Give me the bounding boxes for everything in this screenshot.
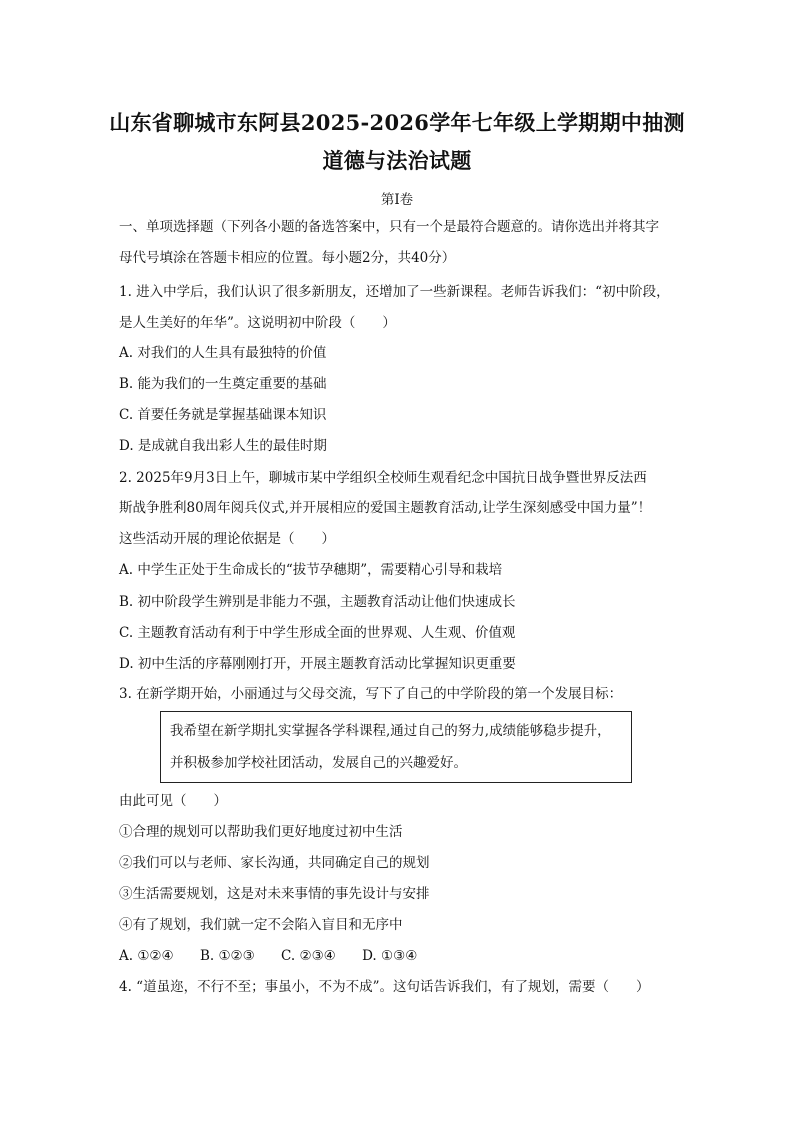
q2-option-c: C. 主题教育活动有利于中学生形成全面的世界观、人生观、价值观 [119,625,516,641]
section-mark: 第Ⅰ卷 [380,192,414,208]
q2-stem-line-2: 斯战争胜利80周年阅兵仪式,并开展相应的爱国主题教育活动,让学生深刻感受中国力量”！ [119,500,652,516]
q3-box-line-2: 并积极参加学校社团活动，发展自己的兴趣爱好。 [170,755,467,771]
q3-box-line-1: 我希望在新学期扎实掌握各学科课程,通过自己的努力,成绩能够稳步提升， [170,723,611,739]
q4-stem: 4. “道虽迩，不行不至；事虽小，不为不成”。这句话告诉我们，有了规划，需要（ ） [119,979,650,995]
q2-option-d: D. 初中生活的序幕刚刚打开，开展主题教育活动比掌握知识更重要 [119,656,516,672]
q2-option-a: A. 中学生正处于生命成长的“拔节孕穗期”，需要精心引导和栽培 [119,562,503,578]
q1-stem-line-2: 是人生美好的年华”。这说明初中阶段（ ） [119,315,396,331]
q3-choice-c: C. ②③④ [281,948,336,964]
q1-stem-line-1: 1. 进入中学后，我们认识了很多新朋友，还增加了一些新课程。老师告诉我们：“初中阶段， [119,284,670,300]
q3-statement-1: ①合理的规划可以帮助我们更好地度过初中生活 [119,824,403,840]
q2-stem-line-3: 这些活动开展的理论依据是（ ） [119,531,335,547]
q1-option-c: C. 首要任务就是掌握基础课本知识 [119,407,327,423]
q1-option-a: A. 对我们的人生具有最独特的价值 [119,345,327,361]
q2-option-b: B. 初中阶段学生辨别是非能力不强，主题教育活动让他们快速成长 [119,594,516,610]
q3-choice-b: B. ①②③ [199,948,255,964]
q1-option-b: B. 能为我们的一生奠定重要的基础 [119,376,327,392]
q1-option-d: D. 是成就自我出彩人生的最佳时期 [119,438,327,454]
instructions-line-2: 母代号填涂在答题卡相应的位置。每小题2分，共40分） [119,250,456,266]
q3-statement-4: ④有了规划，我们就一定不会陷入盲目和无序中 [119,917,403,933]
q3-choice-a: A. ①②④ [119,948,174,964]
q3-choice-d: D. ①③④ [362,948,418,964]
q3-statement-2: ②我们可以与老师、家长沟通，共同确定自己的规划 [119,855,430,871]
exam-title-line1: 山东省聊城市东阿县2025-2026学年七年级上学期期中抽测 [109,110,685,135]
q2-stem-line-1: 2. 2025年9月3日上午，聊城市某中学组织全校师生观看纪念中国抗日战争暨世界反法西 [119,470,647,486]
q3-statement-3: ③生活需要规划，这是对未来事情的事先设计与安排 [119,886,430,902]
q3-stem: 3. 在新学期开始，小丽通过与父母交流，写下了自己的中学阶段的第一个发展目标： [119,686,623,702]
exam-title-line2: 道德与法治试题 [322,148,472,173]
instructions-line-1: 一、单项选择题（下列各小题的备选答案中，只有一个是最符合题意的。请你选出并将其字 [119,219,659,235]
q3-goal-box [160,711,632,783]
q3-choices [119,947,439,965]
q3-lead: 由此可见（ ） [119,793,227,809]
